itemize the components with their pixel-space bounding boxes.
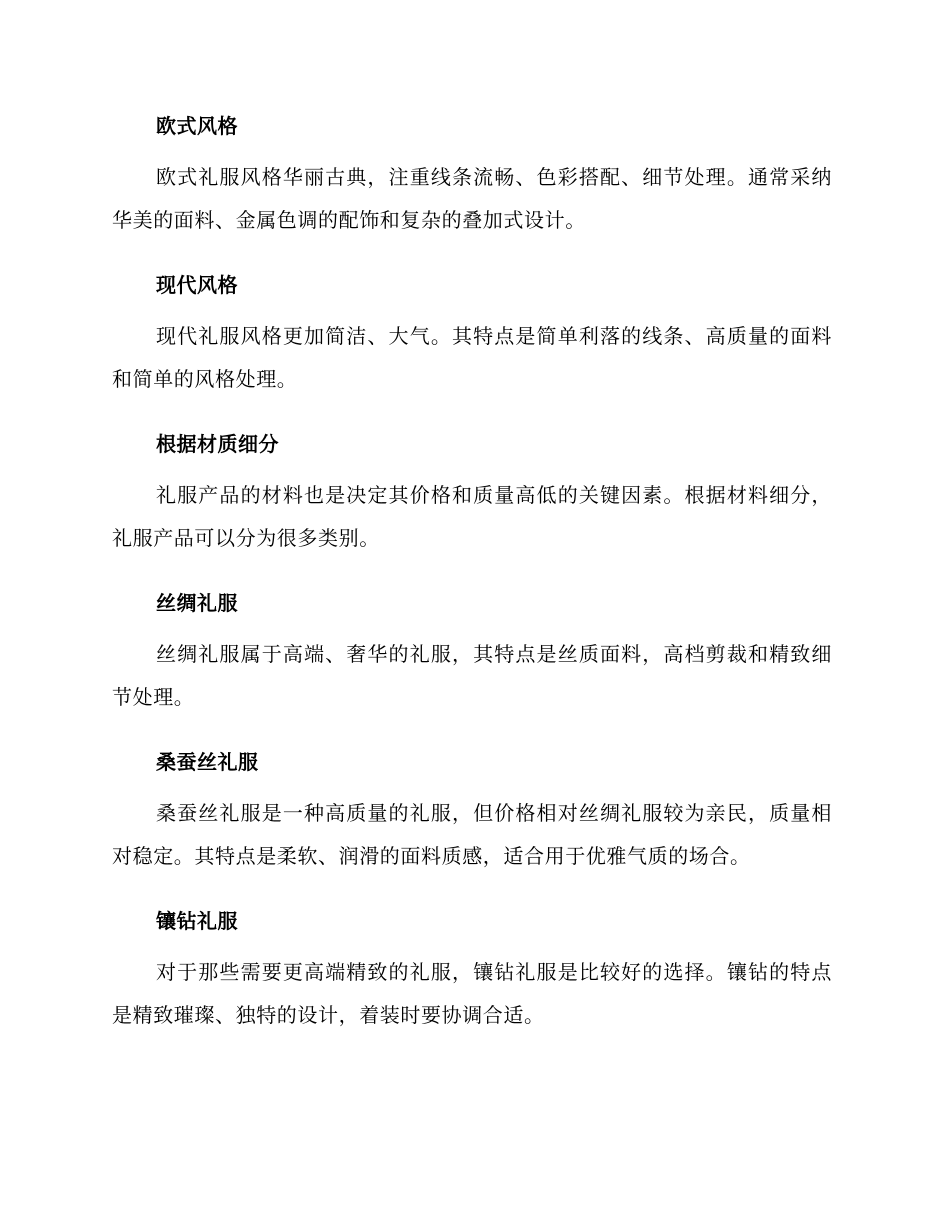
section-heading: 根据材质细分 (156, 432, 279, 456)
section-paragraph: 桑蚕丝礼服是一种高质量的礼服，但价格相对丝绸礼服较为亲民，质量相对稳定。其特点是柔软、润滑的面料质感，适合用于优雅气质的场合。 (112, 801, 832, 868)
section-paragraph: 现代礼服风格更加简洁、大气。其特点是简单利落的线条、高质量的面料和简单的风格处理。 (112, 324, 832, 391)
section-paragraph: 欧式礼服风格华丽古典，注重线条流畅、色彩搭配、细节处理。通常采纳华美的面料、金属色调的配饰和复杂的叠加式设计。 (112, 165, 832, 232)
section-diamond-dress (112, 901, 832, 1037)
section-paragraph: 礼服产品的材料也是决定其价格和质量高低的关键因素。根据材料细分，礼服产品可以分为很多类别。 (112, 483, 832, 550)
section-heading: 丝绸礼服 (156, 591, 238, 615)
section-modern-style (112, 265, 832, 401)
section-silk-dress (112, 583, 832, 719)
section-heading: 欧式风格 (156, 114, 238, 138)
section-heading: 镶钻礼服 (156, 909, 238, 933)
section-heading: 桑蚕丝礼服 (156, 750, 259, 774)
section-paragraph: 对于那些需要更高端精致的礼服，镶钻礼服是比较好的选择。镶钻的特点是精致璀璨、独特的设计，着装时要协调合适。 (112, 960, 832, 1027)
section-mulberry-silk-dress (112, 742, 832, 878)
section-heading: 现代风格 (156, 273, 238, 297)
section-paragraph: 丝绸礼服属于高端、奢华的礼服，其特点是丝质面料，高档剪裁和精致细节处理。 (112, 642, 832, 709)
section-by-material (112, 424, 832, 560)
document-page (112, 106, 832, 1060)
section-european-style (112, 106, 832, 242)
